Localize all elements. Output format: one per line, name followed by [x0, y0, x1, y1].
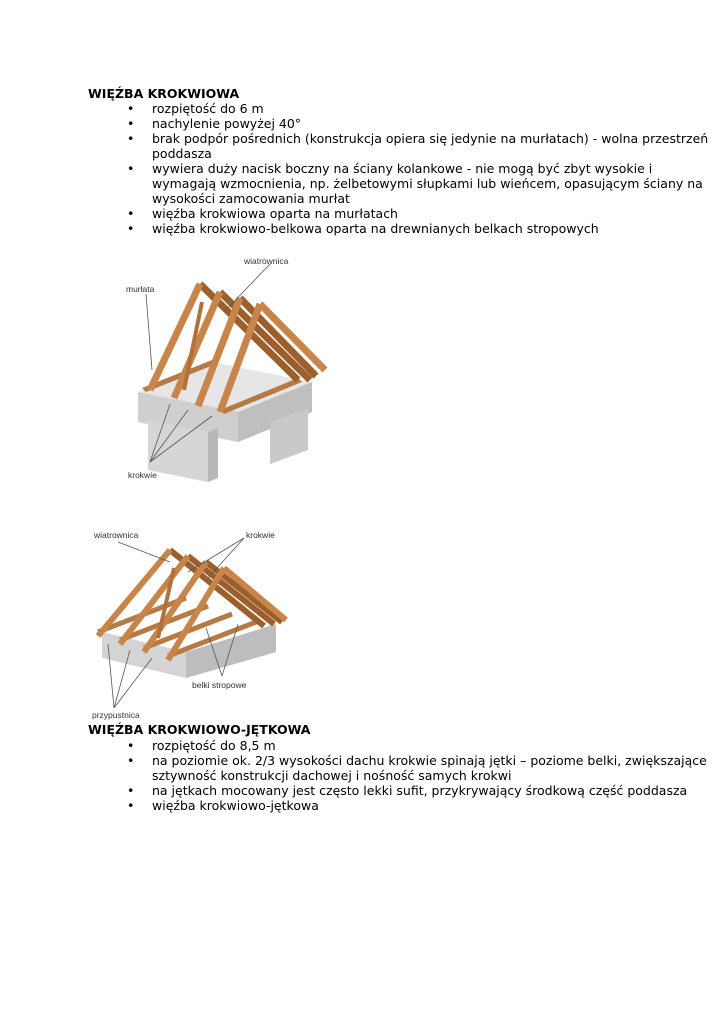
bullet-list-krokwiowo-jetkowa: [88, 738, 712, 813]
wall-left-side: [208, 428, 218, 482]
label-krokwie: krokwie: [246, 530, 275, 540]
bullet-list-krokwiowa: [88, 101, 712, 236]
list-item: • rozpiętość do 8,5 m: [152, 738, 712, 753]
label-przypustnica: przypustnica: [92, 710, 140, 720]
list-item: • nachylenie powyżej 40°: [152, 116, 712, 131]
section-title-krokwiowa: WIĘŹBA KROKWIOWA: [88, 86, 240, 101]
list-item: • więźba krokwiowo-belkowa oparta na drewnianych belkach stropowych: [152, 221, 712, 236]
list-item: • na poziomie ok. 2/3 wysokości dachu krokwie spinają jętki – poziome belki, zwiększające sztywność konstrukcji dachowej i nośność samych krokwi: [152, 753, 712, 783]
label-wiatrownica: wiatrownica: [94, 530, 139, 540]
label-belki-stropowe: belki stropowe: [192, 680, 247, 690]
list-item: • więźba krokwiowa oparta na murłatach: [152, 206, 712, 221]
list-item: • więźba krokwiowo-jętkowa: [152, 798, 712, 813]
label-wiatrownica: wiatrownica: [244, 256, 289, 266]
list-item: • brak podpór pośrednich (konstrukcja opiera się jedynie na murłatach) - wolna przestrzeń poddasza: [152, 131, 712, 161]
figure-rafter-roof: [120, 250, 330, 495]
list-item: • wywiera duży nacisk boczny na ściany kolankowe - nie mogą być zbyt wysokie i wymagają wzmocnienia, np. żelbetowymi słupkami lub wieńcem, opasującym ściany na wysokości zamocowania murłat: [152, 161, 712, 206]
list-item: • na jętkach mocowany jest często lekki sufit, przykrywający środkową część poddasza: [152, 783, 712, 798]
section-title-krokwiowo-jetkowa: WIĘŹBA KROKWIOWO-JĘTKOWA: [88, 722, 311, 737]
label-krokwie: krokwie: [128, 470, 157, 480]
list-item: • rozpiętość do 6 m: [152, 101, 712, 116]
figure-rafter-beam-roof: [88, 528, 293, 728]
label-murlata: murłata: [126, 284, 155, 294]
